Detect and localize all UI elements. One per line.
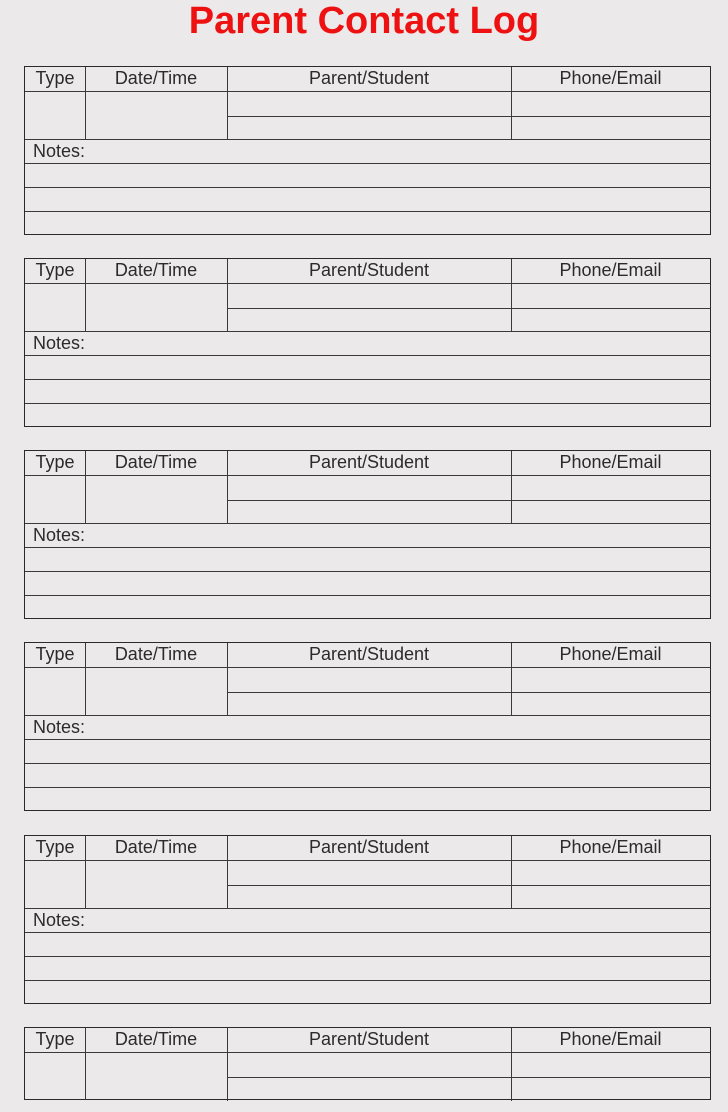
type-field[interactable] [25, 668, 85, 715]
parent-student-header: Parent/Student [308, 644, 430, 664]
notes-line[interactable] [25, 595, 710, 619]
entry-fields [25, 91, 710, 139]
column-divider [85, 836, 86, 860]
student-field[interactable] [227, 692, 511, 716]
notes-row[interactable] [25, 523, 710, 547]
column-divider [227, 259, 228, 283]
type-header: Type [35, 68, 75, 88]
notes-label: Notes: [33, 717, 86, 737]
date-time-field[interactable] [85, 476, 227, 523]
column-divider [227, 1028, 228, 1052]
parent-student-header: Parent/Student [308, 68, 430, 88]
phone-field[interactable] [511, 92, 710, 116]
type-header: Type [35, 837, 75, 857]
entry-fields [25, 1052, 710, 1100]
email-field[interactable] [511, 692, 710, 716]
notes-label: Notes: [33, 333, 86, 353]
contact-entry [24, 1027, 711, 1100]
type-header: Type [35, 644, 75, 664]
header-row [25, 67, 710, 91]
notes-line[interactable] [25, 956, 710, 980]
date-time-header: Date/Time [114, 1029, 198, 1049]
phone-email-header: Phone/Email [559, 644, 662, 664]
date-time-field[interactable] [85, 92, 227, 139]
type-header: Type [35, 452, 75, 472]
column-divider [227, 836, 228, 860]
entry-fields [25, 475, 710, 523]
phone-field[interactable] [511, 284, 710, 308]
type-header: Type [35, 260, 75, 280]
phone-field[interactable] [511, 861, 710, 885]
column-divider [511, 836, 512, 860]
column-divider [85, 1028, 86, 1052]
phone-field[interactable] [511, 668, 710, 692]
email-field[interactable] [511, 885, 710, 909]
email-field[interactable] [511, 1077, 710, 1101]
notes-row[interactable] [25, 715, 710, 739]
phone-field[interactable] [511, 476, 710, 500]
header-row [25, 1028, 710, 1052]
date-time-field[interactable] [85, 1053, 227, 1100]
column-divider [511, 1028, 512, 1052]
contact-entry [24, 66, 711, 235]
notes-line[interactable] [25, 355, 710, 379]
column-divider [511, 67, 512, 91]
type-field[interactable] [25, 861, 85, 908]
notes-line[interactable] [25, 739, 710, 763]
entry-fields [25, 860, 710, 908]
notes-line[interactable] [25, 211, 710, 235]
notes-line[interactable] [25, 163, 710, 187]
notes-label: Notes: [33, 141, 86, 161]
date-time-header: Date/Time [114, 452, 198, 472]
contact-entry [24, 642, 711, 811]
parent-field[interactable] [227, 668, 511, 692]
phone-email-header: Phone/Email [559, 837, 662, 857]
parent-student-header: Parent/Student [308, 260, 430, 280]
email-field[interactable] [511, 500, 710, 524]
column-divider [85, 643, 86, 667]
date-time-header: Date/Time [114, 644, 198, 664]
column-divider [511, 451, 512, 475]
notes-line[interactable] [25, 932, 710, 956]
notes-line[interactable] [25, 763, 710, 787]
type-field[interactable] [25, 1053, 85, 1100]
column-divider [227, 67, 228, 91]
column-divider [85, 451, 86, 475]
notes-line[interactable] [25, 379, 710, 403]
notes-row[interactable] [25, 139, 710, 163]
email-field[interactable] [511, 116, 710, 140]
phone-email-header: Phone/Email [559, 68, 662, 88]
contact-entry [24, 450, 711, 619]
entry-fields [25, 667, 710, 715]
notes-label: Notes: [33, 525, 86, 545]
column-divider [511, 643, 512, 667]
notes-row[interactable] [25, 908, 710, 932]
notes-label: Notes: [33, 910, 86, 930]
type-field[interactable] [25, 476, 85, 523]
header-row [25, 643, 710, 667]
notes-line[interactable] [25, 571, 710, 595]
notes-row[interactable] [25, 331, 710, 355]
column-divider [85, 259, 86, 283]
phone-email-header: Phone/Email [559, 1029, 662, 1049]
parent-field[interactable] [227, 1053, 511, 1077]
date-time-field[interactable] [85, 284, 227, 331]
date-time-header: Date/Time [114, 68, 198, 88]
notes-line[interactable] [25, 980, 710, 1004]
notes-line[interactable] [25, 547, 710, 571]
parent-field[interactable] [227, 476, 511, 500]
phone-field[interactable] [511, 1053, 710, 1077]
notes-line[interactable] [25, 403, 710, 427]
email-field[interactable] [511, 308, 710, 332]
column-divider [511, 259, 512, 283]
parent-field[interactable] [227, 284, 511, 308]
column-divider [227, 451, 228, 475]
parent-field[interactable] [227, 92, 511, 116]
parent-student-header: Parent/Student [308, 452, 430, 472]
phone-email-header: Phone/Email [559, 260, 662, 280]
parent-student-header: Parent/Student [308, 1029, 430, 1049]
column-divider [227, 643, 228, 667]
header-row [25, 451, 710, 475]
parent-student-header: Parent/Student [308, 837, 430, 857]
date-time-field[interactable] [85, 668, 227, 715]
student-field[interactable] [227, 116, 511, 140]
notes-line[interactable] [25, 787, 710, 811]
date-time-header: Date/Time [114, 837, 198, 857]
header-row [25, 836, 710, 860]
type-header: Type [35, 1029, 75, 1049]
contact-entry [24, 258, 711, 427]
page-title: Parent Contact Log [188, 0, 540, 42]
student-field[interactable] [227, 1077, 511, 1101]
phone-email-header: Phone/Email [559, 452, 662, 472]
notes-line[interactable] [25, 187, 710, 211]
date-time-field[interactable] [85, 861, 227, 908]
type-field[interactable] [25, 284, 85, 331]
parent-field[interactable] [227, 861, 511, 885]
type-field[interactable] [25, 92, 85, 139]
entry-fields [25, 283, 710, 331]
header-row [25, 259, 710, 283]
date-time-header: Date/Time [114, 260, 198, 280]
student-field[interactable] [227, 500, 511, 524]
contact-entry [24, 835, 711, 1004]
column-divider [85, 67, 86, 91]
student-field[interactable] [227, 308, 511, 332]
student-field[interactable] [227, 885, 511, 909]
